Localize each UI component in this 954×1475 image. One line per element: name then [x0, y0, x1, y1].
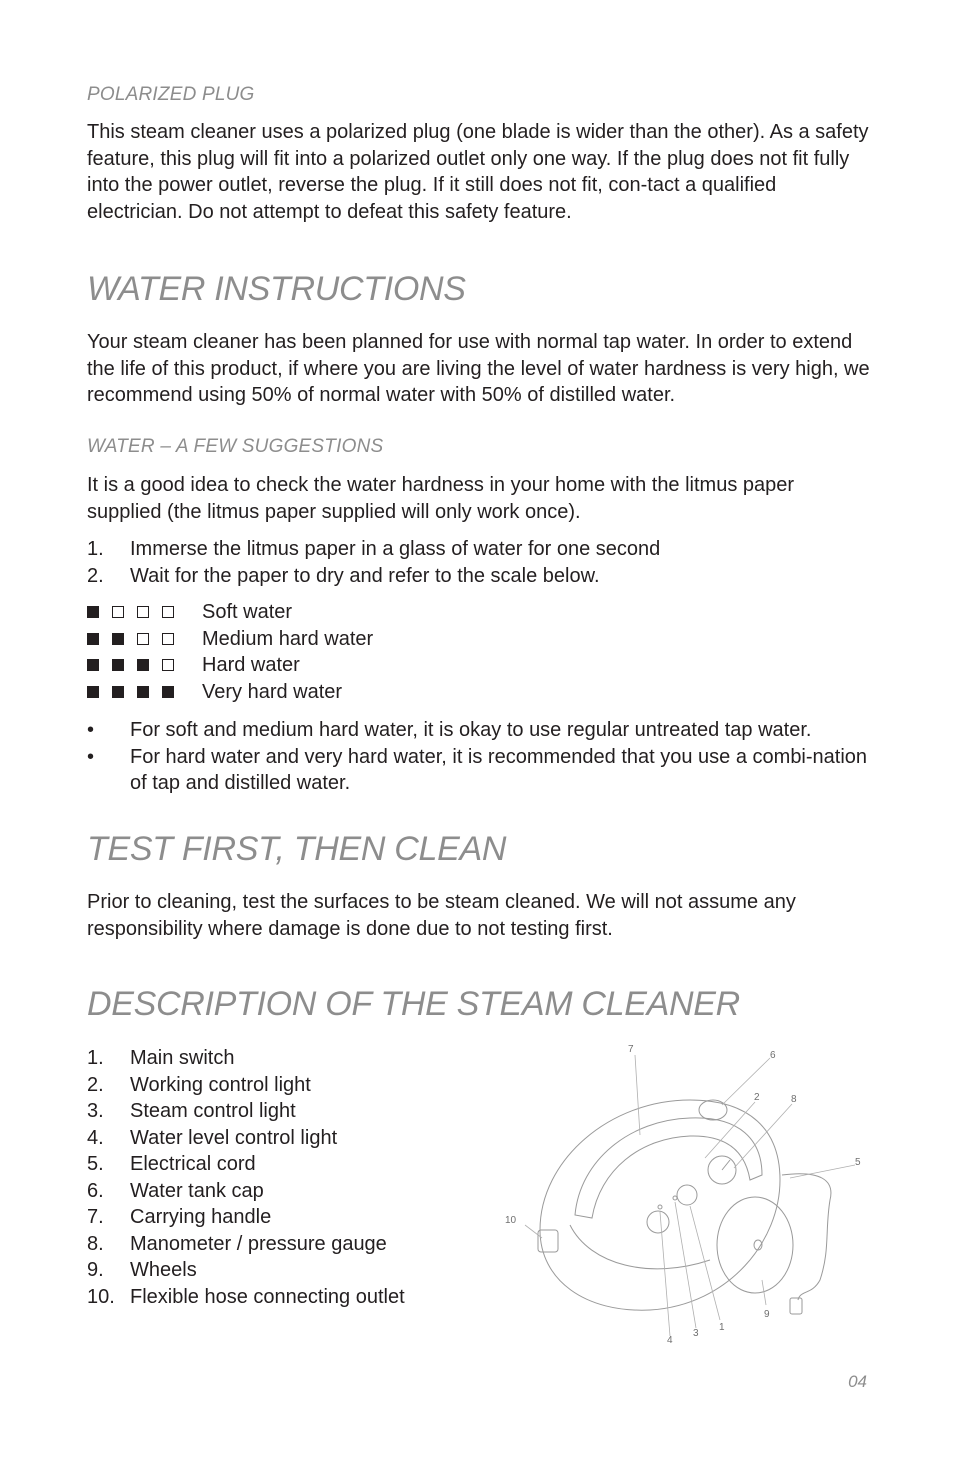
hardness-indicator [87, 686, 202, 698]
test-first-text: Prior to cleaning, test the surfaces to be steam cleaned. We will not assume any responsibility where damage is done due to not testing first. [87, 891, 796, 940]
control-light-panel [647, 1211, 669, 1233]
hardness-row-soft [87, 599, 373, 626]
electrical-cord-shape [782, 1174, 831, 1300]
list-item: 7. Carrying handle [87, 1206, 272, 1228]
gauge-needle [722, 1160, 730, 1170]
steam-cleaner-diagram [500, 1040, 870, 1350]
callout-2: 2 [754, 1092, 760, 1103]
cleaner-body-seam [570, 1225, 710, 1269]
hardness-label: Soft water [202, 601, 293, 623]
polarized-plug-heading: POLARIZED PLUG [87, 84, 255, 105]
list-item: 2. Wait for the paper to dry and refer to the scale below. [87, 564, 600, 587]
water-instructions-heading: WATER INSTRUCTIONS [87, 270, 466, 308]
litmus-steps-list [87, 536, 660, 589]
callout-3: 3 [693, 1328, 699, 1339]
water-tank-cap-shape [699, 1100, 727, 1120]
test-first-heading: TEST FIRST, THEN CLEAN [87, 830, 507, 868]
polarized-plug-text: This steam cleaner uses a polarized plug (one blade is wider than the other). As a safety feature, this plug will fit into a polarized outlet only one way. If the plug does not fit fully into the power outlet, reverse the plug. If it still does not fit, con-tact a qualified electrician. Do not attempt to defeat this safety feature. [87, 121, 869, 223]
callout-6: 6 [770, 1050, 776, 1061]
parts-list [87, 1045, 405, 1310]
hardness-row-medium [87, 626, 373, 653]
list-item: 8. Manometer / pressure gauge [87, 1232, 387, 1255]
list-item: 5. Electrical cord [87, 1153, 256, 1175]
hardness-indicator [87, 606, 202, 618]
wheel-shape [717, 1197, 793, 1293]
hardness-label: Medium hard water [202, 627, 374, 650]
callout-5: 5 [855, 1157, 861, 1168]
list-item: 3. Steam control light [87, 1100, 296, 1122]
water-suggestions-heading: WATER – A FEW SUGGESTIONS [87, 436, 384, 457]
list-item: 10. Flexible hose connecting outlet [87, 1285, 405, 1308]
callout-4: 4 [667, 1335, 673, 1346]
list-item: 1. Main switch [87, 1047, 235, 1069]
hardness-label: Hard water [202, 654, 300, 676]
main-switch-shape [677, 1185, 697, 1205]
list-item: 4. Water level control light [87, 1126, 338, 1149]
description-heading: DESCRIPTION OF THE STEAM CLEANER [87, 985, 740, 1023]
callout-9: 9 [764, 1309, 770, 1320]
callout-1: 1 [719, 1322, 725, 1333]
callout-7: 7 [628, 1044, 634, 1055]
list-item: • For soft and medium hard water, it is okay to use regular untreated tap water. [87, 719, 812, 741]
callout-leader-lines [525, 1055, 855, 1336]
water-tips-list [87, 717, 871, 797]
control-light [673, 1196, 677, 1200]
list-item: 1. Immerse the litmus paper in a glass of water for one second [87, 538, 661, 560]
list-item: • For hard water and very hard water, it is recommended that you use a combi-nation of tap and distilled water. [87, 745, 868, 794]
hardness-row-very-hard [87, 679, 373, 706]
list-item: 6. Water tank cap [87, 1179, 264, 1202]
page-number: 04 [848, 1372, 867, 1391]
water-suggestions-text: It is a good idea to check the water hardness in your home with the litmus paper supplied (the litmus paper supplied will only work once). [87, 474, 795, 523]
hardness-scale [87, 599, 373, 705]
plug-shape [790, 1298, 802, 1314]
callout-labels [505, 1044, 861, 1346]
callout-10: 10 [505, 1215, 517, 1226]
water-instructions-text: Your steam cleaner has been planned for use with normal tap water. In order to extend the life of this product, if where you are living the level of water hardness is very high, we recommend using 50% of normal water with 50% of distilled water. [87, 331, 870, 406]
hardness-row-hard [87, 652, 373, 679]
callout-8: 8 [791, 1094, 797, 1105]
list-item: 9. Wheels [87, 1259, 197, 1281]
list-item: 2. Working control light [87, 1073, 311, 1096]
hardness-indicator [87, 633, 202, 645]
hardness-label: Very hard water [202, 680, 343, 703]
control-light [658, 1205, 662, 1209]
hardness-indicator [87, 659, 202, 671]
